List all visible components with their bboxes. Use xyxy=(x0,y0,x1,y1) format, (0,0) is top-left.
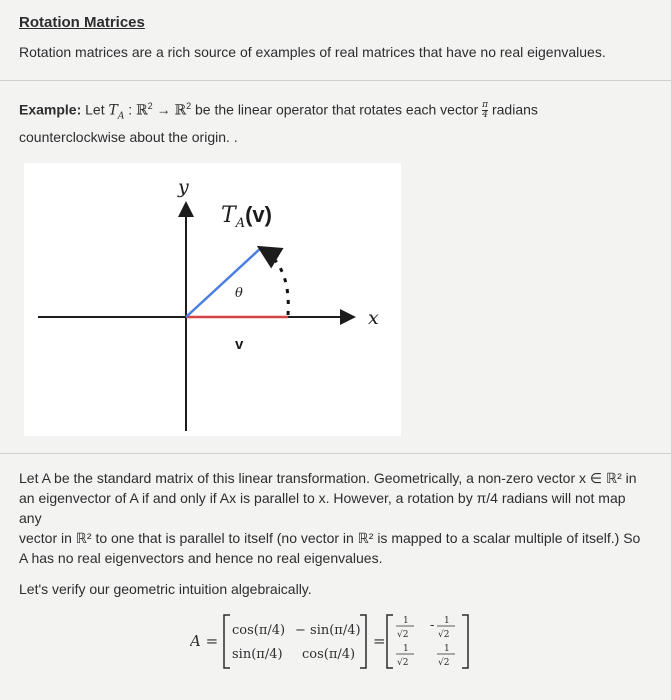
rotated-vector xyxy=(186,247,262,317)
explanation-paragraph xyxy=(19,468,649,568)
matrix-lhs: A = xyxy=(190,632,219,650)
image-label xyxy=(221,202,272,231)
explanation-line-2: an eigenvector of A if and only if Ax is parallel to x. However, a rotation by π/4 radians will not map any xyxy=(19,490,626,526)
image-label-sub: A xyxy=(235,216,246,231)
trailing-dot: . xyxy=(233,129,238,146)
section-divider-2 xyxy=(0,453,671,454)
y-axis-label: y xyxy=(178,176,189,198)
left-bracket-1 xyxy=(224,615,230,668)
arrow-symbol: → xyxy=(156,101,171,118)
example-text-3: radians xyxy=(491,101,538,118)
explanation-line-3: vector in ℝ² to one that is parallel to itself (no vector in ℝ² is mapped to a scalar multiple of itself.) So xyxy=(19,530,641,546)
page-title: Rotation Matrices xyxy=(19,14,145,31)
operator-subscript: A xyxy=(117,111,125,122)
x-axis-label: x xyxy=(368,307,379,329)
a11: cos(π/4) xyxy=(232,623,286,638)
operator-symbol: T xyxy=(108,102,118,119)
rotation-diagram xyxy=(24,163,401,436)
example-text-2: be the linear operator that rotates each vector xyxy=(195,101,479,118)
matrix-equals: = xyxy=(373,632,386,650)
codomain-symbol: ℝ xyxy=(174,102,187,119)
codomain-power: 2 xyxy=(186,101,192,111)
b11-num: 1 xyxy=(403,616,409,626)
a22: cos(π/4) xyxy=(302,647,356,662)
angle-label: θ xyxy=(235,286,243,301)
b12-sign: - xyxy=(430,618,435,633)
fraction-numerator: π xyxy=(482,100,489,111)
image-label-arg: (v) xyxy=(245,202,272,227)
b12-den: √2 xyxy=(438,630,450,640)
b21-num: 1 xyxy=(403,644,409,654)
vector-label: v xyxy=(235,336,244,353)
rotation-arc xyxy=(262,249,288,315)
rotation-figure xyxy=(24,163,401,436)
example-text-1: Let xyxy=(85,101,105,118)
example-block xyxy=(19,96,639,148)
domain-power: 2 xyxy=(147,101,153,111)
intro-text: Rotation matrices are a rich source of examples of real matrices that have no real eigenvalues. xyxy=(19,44,606,60)
fraction-denominator: 4 xyxy=(482,110,488,121)
image-label-t: T xyxy=(221,203,236,228)
rotation-matrix xyxy=(190,610,490,672)
verify-text: Let's verify our geometric intuition algebraically. xyxy=(19,581,312,597)
section-divider xyxy=(0,80,671,81)
colon: : xyxy=(128,101,133,118)
b22-num: 1 xyxy=(444,644,450,654)
a12: − sin(π/4) xyxy=(295,623,361,638)
right-bracket-1 xyxy=(360,615,366,668)
left-bracket-2 xyxy=(387,615,393,668)
explanation-line-4: A has no real eigenvectors and hence no real eigenvalues. xyxy=(19,550,383,566)
explanation-line-1: Let A be the standard matrix of this linear transformation. Geometrically, a non-zero vector x ∈ ℝ² in xyxy=(19,470,637,486)
matrix-equation xyxy=(190,610,490,672)
example-text-4: counterclockwise about the origin. xyxy=(19,129,230,146)
b21-den: √2 xyxy=(397,658,409,668)
b11-den: √2 xyxy=(397,630,409,640)
pi-over-4-fraction xyxy=(482,101,488,120)
b12-num: 1 xyxy=(444,616,450,626)
domain-symbol: ℝ xyxy=(136,102,148,119)
a21: sin(π/4) xyxy=(232,647,283,662)
b22-den: √2 xyxy=(438,658,450,668)
example-label: Example: xyxy=(19,101,82,118)
right-bracket-2 xyxy=(462,615,468,668)
